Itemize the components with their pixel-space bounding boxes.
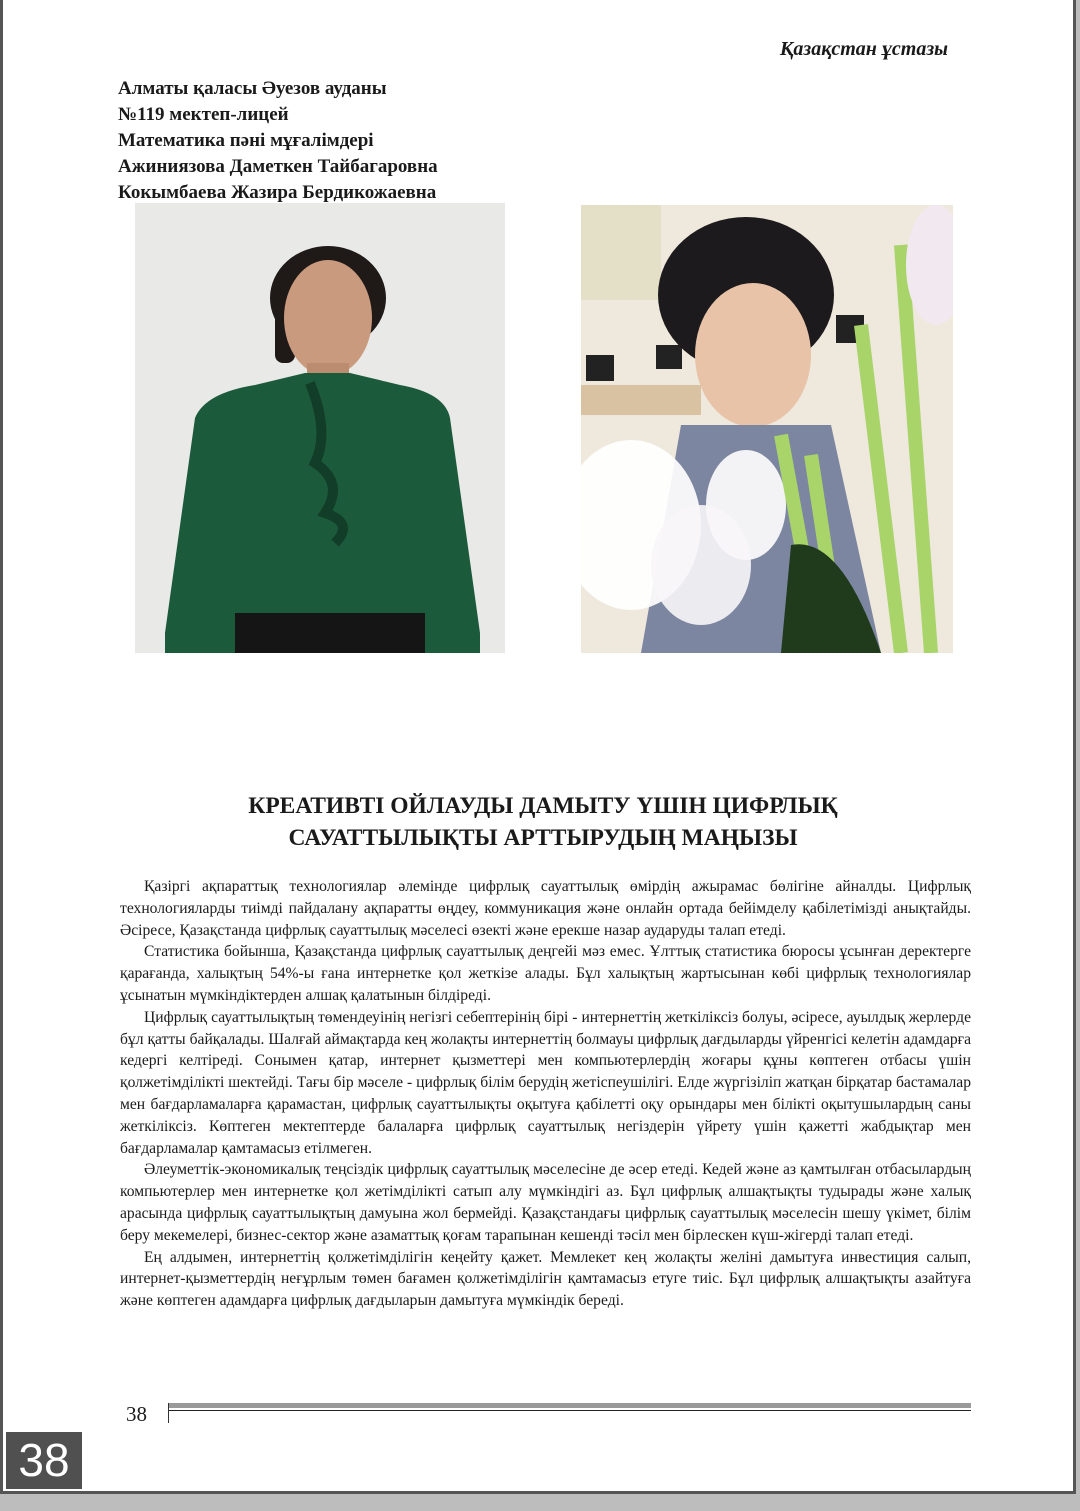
author-city-district: Алматы қаласы Әуезов ауданы <box>118 78 387 99</box>
portrait-image-1 <box>135 203 505 653</box>
footer-rule <box>168 1403 971 1411</box>
article-paragraph: Әлеуметтік-экономикалық теңсіздік цифрлық сауаттылық мәселесіне де әсер етеді. Кедей және аз қамтылған отбасылардың компьютерлер мен интернетке қол жетімділікті сатып алу мүмкіндігі аз. Бұл цифрлық алшақтықты тудырады және халық арасында цифрлық сауаттылықтың дамуына жол бермейді. Қазақстандағы цифрлық сауаттылық мәселесін шешу үкімет, білім беру мекемелері, бизнес-сектор және азаматтық қоғам тарапынан кешенді тәсіл мен бірлескен күш-жігерді талап етеді. <box>120 1161 971 1244</box>
page-number-badge: 38 <box>6 1432 82 1489</box>
author-block <box>118 76 438 206</box>
article-paragraph: Статистика бойынша, Қазақстанда цифрлық сауаттылық деңгейі мәз емес. Ұлттық статистика бюросы ұсынған деректерге қарағанда, халықтың 54%-ы ғана интернетке қол жеткізе алады. Бұл халықтың жартысынан көбі цифрлық технологиялар ұсынатын мүмкіндіктерден алшақ қалатынын білдіреді. <box>120 943 971 1004</box>
author-photo-2 <box>581 205 953 653</box>
article-body <box>120 876 971 1312</box>
article-title <box>113 790 973 854</box>
author-name-1: Ажиниязова Даметкен Тайбагаровна <box>118 156 438 177</box>
author-school: №119 мектеп-лицей <box>118 104 289 125</box>
article-paragraph: Ең алдымен, интернеттің қолжетімділігін кеңейту қажет. Мемлекет кең жолақты желіні дамытуға инвестиция салып, интернет-қызметтердің неғұрлым төмен бағамен қолжетімділігін қамтамасыз етуге тиіс. Бұл цифрлық алшақтықты азайтуға және көптеген адамдарға цифрлық дағдыларын дамытуға мүмкіндік береді. <box>120 1248 971 1310</box>
author-photo-1 <box>135 203 505 653</box>
article-paragraph: Цифрлық сауаттылықтың төмендеуінің негізгі себептерінің бірі - интернеттің жеткіліксіз болуы, әсіресе, ауылдық жерлерде бұл қатты байқалады. Шалғай аймақтарда кең жолақты интернеттің болмауы цифрлық дағдыларды үйренгісі келетін адамдарға кедергі келтіреді. Сонымен қатар, интернет қызметтері мен компьютерлердің жоғары құны көптеген отбасы үшін қолжетімділікті шектейді. Тағы бір мәселе - цифрлық білім берудің жетіспеушілігі. Елде жүргізіліп жатқан бірқатар бастамалар мен бағдарламаларға қарамастан, цифрлық сауаттылықты оқытуға қабілетті оқу орындары мен білікті оқытушылардың саны жеткіліксіз. Көптеген мектептерде балаларға цифрлық сауаттылық негіздерін үйрету үшін қажетті жабдықтар мен бағдарламалар қамтамасыз етілмеген. <box>120 1008 971 1157</box>
author-subject: Математика пәні мұғалімдері <box>118 130 374 151</box>
article-title-line-1: КРЕАТИВТІ ОЙЛАУДЫ ДАМЫТУ ҮШІН ЦИФРЛЫҚ <box>248 793 838 819</box>
article-paragraph: Қазіргі ақпараттық технологиялар әлемінде цифрлық сауаттылық өмірдің ажырамас бөлігіне айналды. Цифрлық технологияларды тиімді пайдалану ақпаратты өңдеу, коммуникация және онлайн ортада бейімделу қабілетімізді анықтайды. Әсіресе, Қазақстанда цифрлық сауаттылық мәселесі өзекті және ерекше назар аударуды талап етеді. <box>120 878 971 939</box>
footer-rule-thin <box>168 1410 971 1411</box>
footer-rule-tick <box>168 1403 169 1423</box>
article-title-line-2: САУАТТЫЛЫҚТЫ АРТТЫРУДЫҢ МАҢЫЗЫ <box>288 825 798 851</box>
running-title: Қазақстан ұстазы <box>779 38 948 60</box>
author-name-2: Кокымбаева Жазира Бердикожаевна <box>118 182 437 203</box>
portrait-image-2 <box>581 205 953 653</box>
footer-page-number: 38 <box>126 1402 147 1426</box>
